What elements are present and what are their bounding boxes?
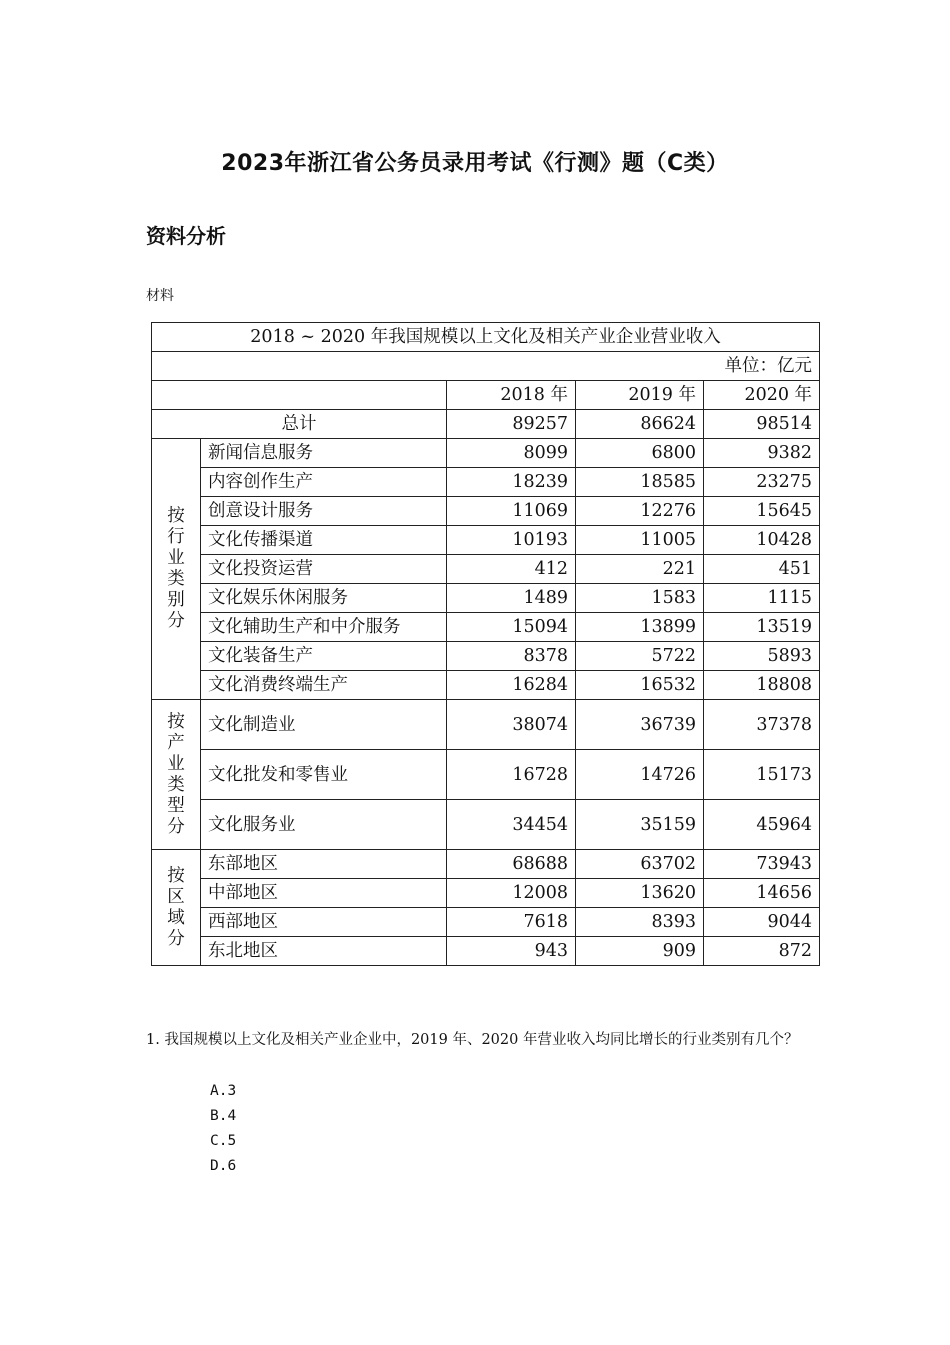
row-name: 文化批发和零售业	[201, 750, 447, 800]
cell-value: 73943	[704, 850, 820, 879]
table-row	[152, 908, 820, 937]
cell-value: 45964	[704, 800, 820, 850]
total-value: 89257	[447, 410, 576, 439]
table-row	[152, 700, 820, 750]
cell-value: 1115	[704, 584, 820, 613]
table-row	[152, 879, 820, 908]
option-d[interactable]: D.6	[210, 1158, 237, 1174]
option-c[interactable]: C.5	[210, 1133, 237, 1149]
cell-value: 23275	[704, 468, 820, 497]
cell-value: 12276	[576, 497, 704, 526]
table-row	[152, 850, 820, 879]
cell-value: 221	[576, 555, 704, 584]
row-name: 文化娱乐休闲服务	[201, 584, 447, 613]
cell-value: 15173	[704, 750, 820, 800]
cell-value: 872	[704, 937, 820, 966]
table-row	[152, 642, 820, 671]
cell-value: 16284	[447, 671, 576, 700]
group-label-region: 按区域分	[152, 850, 201, 966]
table-row	[152, 526, 820, 555]
group-label-industry: 按行业类别分	[152, 439, 201, 700]
cell-value: 8393	[576, 908, 704, 937]
cell-value: 451	[704, 555, 820, 584]
answer-options	[210, 1079, 236, 1179]
document-title: 2023年浙江省公务员录用考试《行测》题（C类）	[221, 151, 729, 176]
cell-value: 15645	[704, 497, 820, 526]
row-name: 内容创作生产	[201, 468, 447, 497]
cell-value: 63702	[576, 850, 704, 879]
row-name: 新闻信息服务	[201, 439, 447, 468]
cell-value: 34454	[447, 800, 576, 850]
row-name: 文化投资运营	[201, 555, 447, 584]
cell-value: 18808	[704, 671, 820, 700]
section-heading: 资料分析	[146, 224, 226, 248]
cell-value: 9382	[704, 439, 820, 468]
header-blank-cell	[152, 381, 447, 410]
table-row	[152, 584, 820, 613]
cell-value: 6800	[576, 439, 704, 468]
cell-value: 16532	[576, 671, 704, 700]
table-row	[152, 497, 820, 526]
cell-value: 15094	[447, 613, 576, 642]
cell-value: 11069	[447, 497, 576, 526]
option-b[interactable]: B.4	[210, 1108, 237, 1124]
row-name: 文化装备生产	[201, 642, 447, 671]
cell-value: 10193	[447, 526, 576, 555]
cell-value: 13899	[576, 613, 704, 642]
question-text: 1. 我国规模以上文化及相关产业企业中，2019 年、2020 年营业收入均同比增长的行业类别有几个？	[146, 1032, 799, 1048]
year-header: 2018 年	[447, 381, 576, 410]
cell-value: 1489	[447, 584, 576, 613]
cell-value: 37378	[704, 700, 820, 750]
table-row	[152, 800, 820, 850]
total-value: 86624	[576, 410, 704, 439]
cell-value: 1583	[576, 584, 704, 613]
row-name: 文化服务业	[201, 800, 447, 850]
row-name: 文化制造业	[201, 700, 447, 750]
row-name: 东部地区	[201, 850, 447, 879]
total-label: 总计	[152, 410, 447, 439]
cell-value: 8378	[447, 642, 576, 671]
cell-value: 14656	[704, 879, 820, 908]
table-row	[152, 468, 820, 497]
total-row	[152, 410, 820, 439]
year-header: 2019 年	[576, 381, 704, 410]
cell-value: 36739	[576, 700, 704, 750]
option-a[interactable]: A.3	[210, 1083, 237, 1099]
cell-value: 18239	[447, 468, 576, 497]
cell-value: 18585	[576, 468, 704, 497]
cell-value: 7618	[447, 908, 576, 937]
year-header-row	[152, 381, 820, 410]
table-row	[152, 555, 820, 584]
material-label: 材料	[146, 288, 174, 304]
table-row	[152, 671, 820, 700]
total-value: 98514	[704, 410, 820, 439]
cell-value: 12008	[447, 879, 576, 908]
row-name: 中部地区	[201, 879, 447, 908]
row-name: 西部地区	[201, 908, 447, 937]
cell-value: 35159	[576, 800, 704, 850]
table-unit: 单位：亿元	[152, 352, 820, 381]
row-name: 文化传播渠道	[201, 526, 447, 555]
cell-value: 909	[576, 937, 704, 966]
table-row	[152, 937, 820, 966]
cell-value: 943	[447, 937, 576, 966]
row-name: 创意设计服务	[201, 497, 447, 526]
cell-value: 13620	[576, 879, 704, 908]
cell-value: 38074	[447, 700, 576, 750]
cell-value: 5893	[704, 642, 820, 671]
cell-value: 11005	[576, 526, 704, 555]
group-label-sector: 按产业类型分	[152, 700, 201, 850]
table-caption: 2018 ~ 2020 年我国规模以上文化及相关产业企业营业收入	[152, 323, 820, 352]
row-name: 文化消费终端生产	[201, 671, 447, 700]
cell-value: 10428	[704, 526, 820, 555]
revenue-table	[151, 322, 820, 966]
cell-value: 16728	[447, 750, 576, 800]
cell-value: 5722	[576, 642, 704, 671]
cell-value: 9044	[704, 908, 820, 937]
row-name: 文化辅助生产和中介服务	[201, 613, 447, 642]
table-row	[152, 750, 820, 800]
cell-value: 68688	[447, 850, 576, 879]
year-header: 2020 年	[704, 381, 820, 410]
row-name: 东北地区	[201, 937, 447, 966]
table-row	[152, 439, 820, 468]
cell-value: 14726	[576, 750, 704, 800]
cell-value: 412	[447, 555, 576, 584]
table-row	[152, 613, 820, 642]
cell-value: 8099	[447, 439, 576, 468]
cell-value: 13519	[704, 613, 820, 642]
